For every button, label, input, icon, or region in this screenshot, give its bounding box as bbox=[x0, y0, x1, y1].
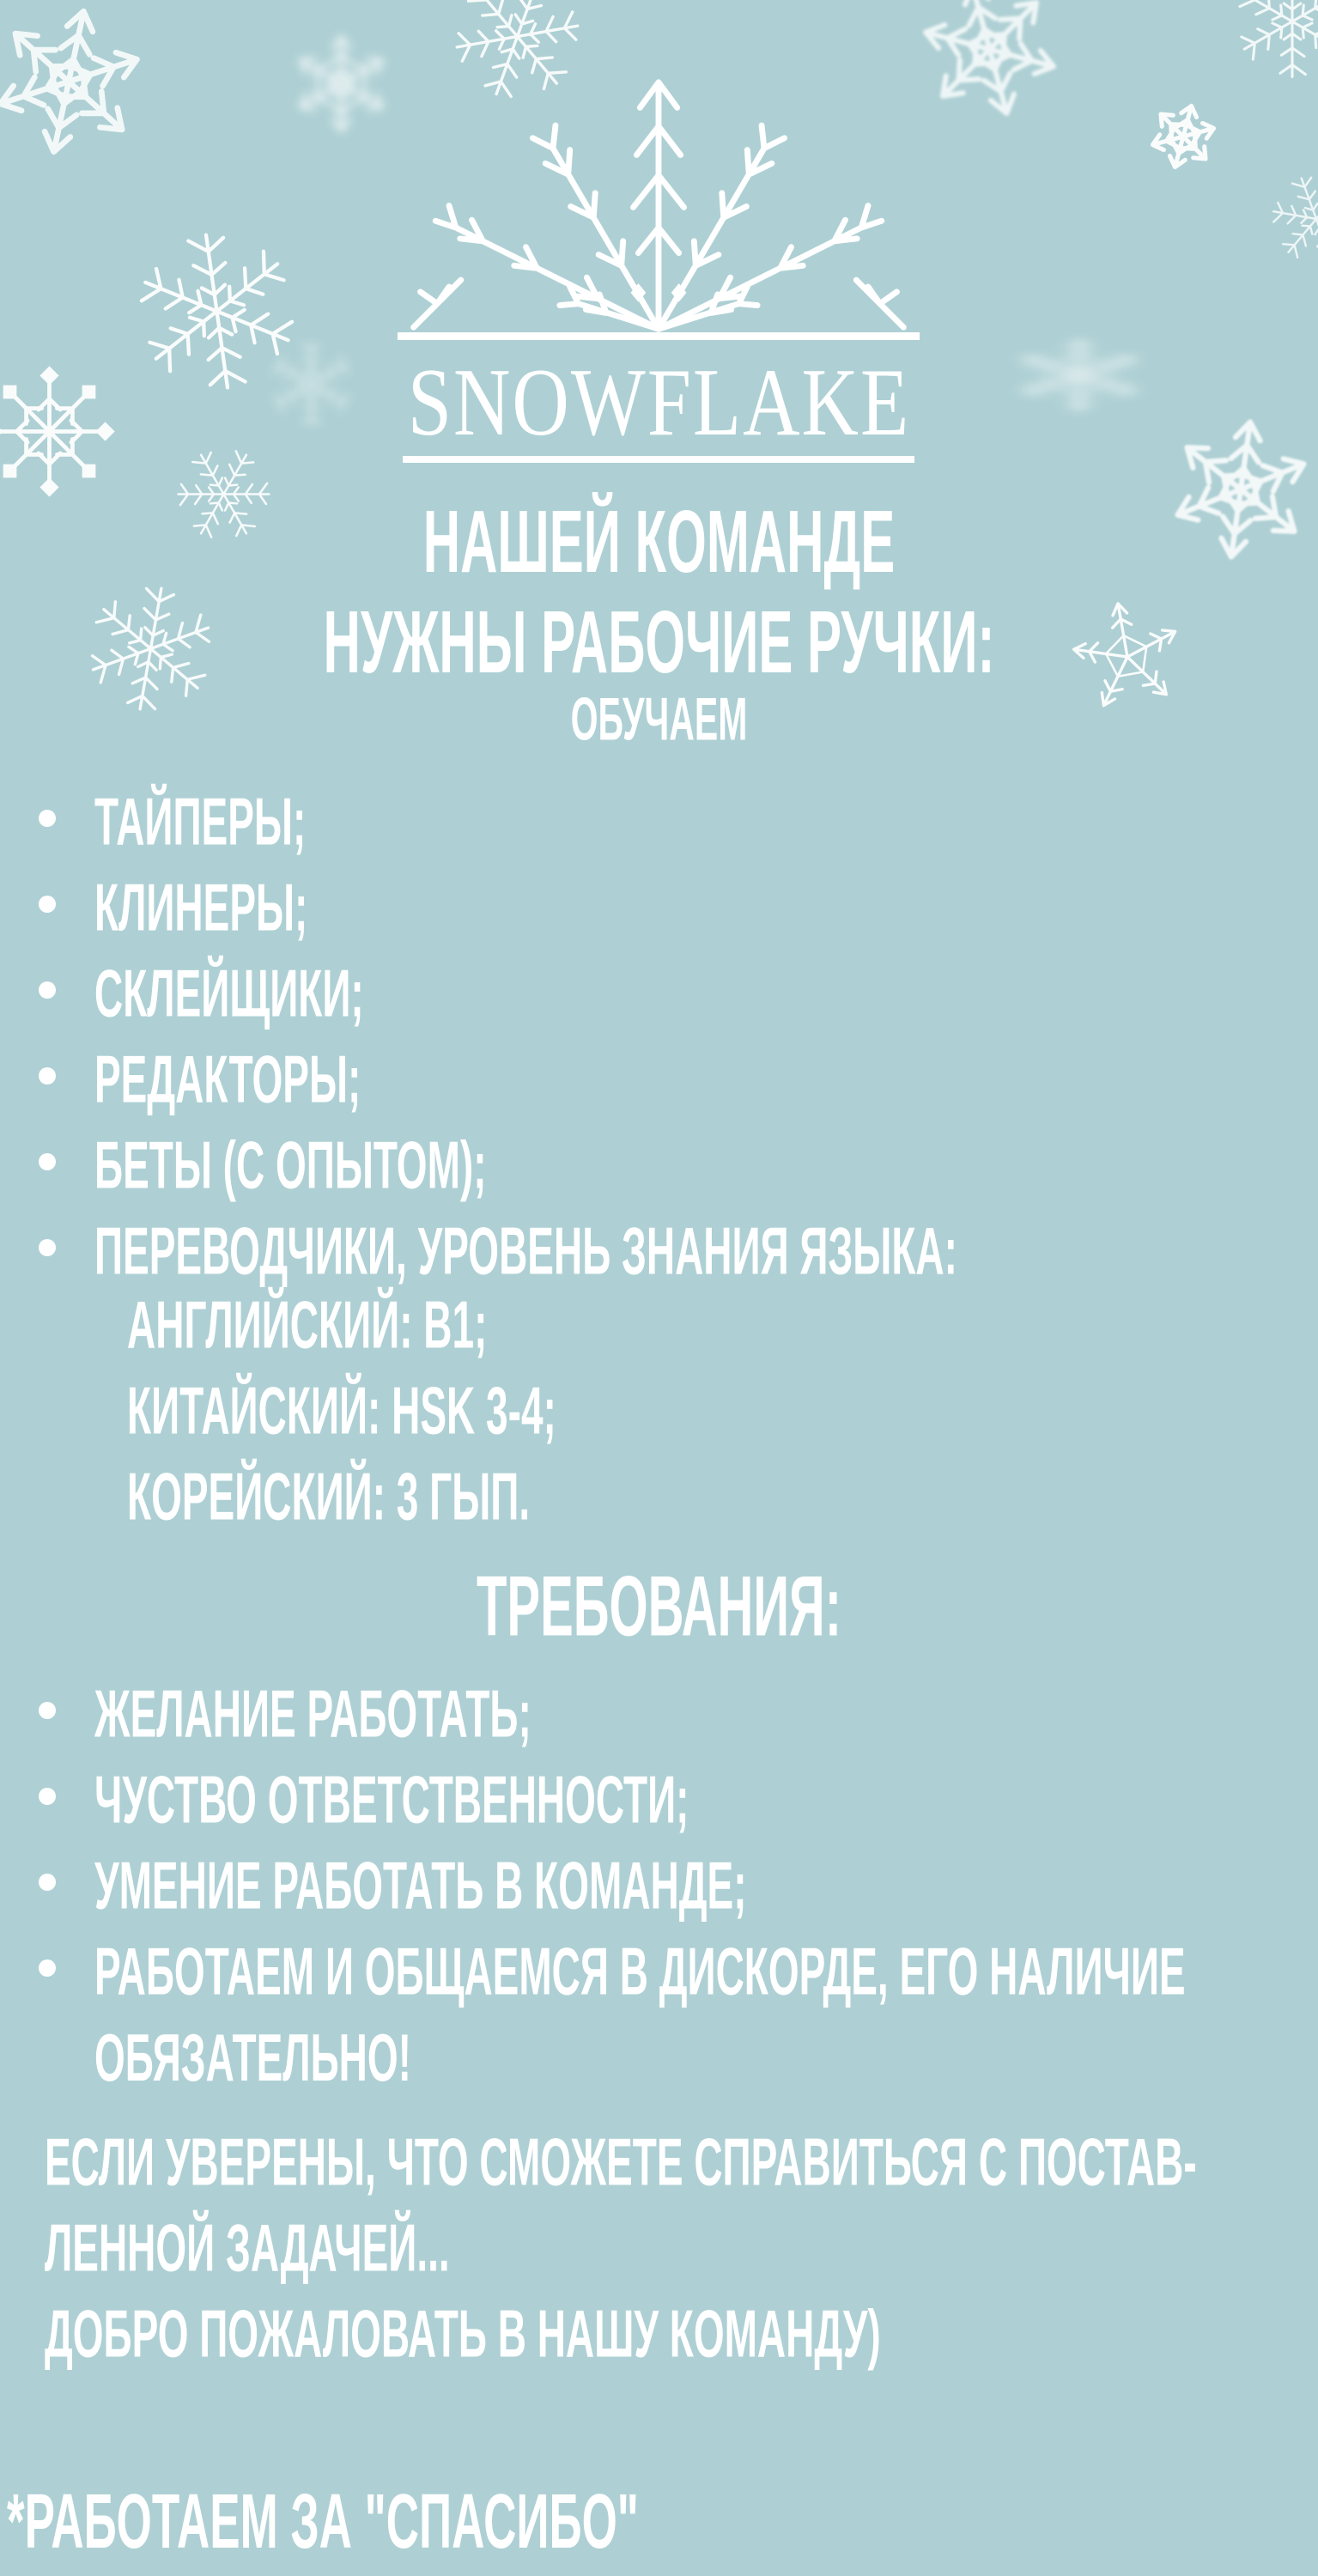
role-label: БЕТЫ (С ОПЫТОМ); bbox=[94, 1127, 487, 1203]
headline-line3 bbox=[0, 684, 1318, 753]
roles-list bbox=[0, 779, 1318, 1294]
bullet-dot-icon bbox=[39, 1153, 56, 1170]
bullet-dot-icon bbox=[39, 981, 56, 999]
footnote-text: *РАБОТАЕМ ЗА "СПАСИБО" bbox=[7, 2478, 639, 2566]
list-item bbox=[0, 1843, 1318, 1929]
outro-line3-text: ДОБРО ПОЖАЛОВАТЬ В НАШУ КОМАНДУ) bbox=[45, 2294, 881, 2372]
list-item bbox=[0, 1757, 1318, 1843]
headline-line1-text: НАШЕЙ КОМАНДЕ bbox=[422, 492, 896, 592]
snowflake-icon bbox=[1232, 0, 1318, 82]
language-requirement bbox=[127, 1285, 488, 1363]
logo-divider-bottom bbox=[403, 456, 914, 463]
bullet-dot-icon bbox=[39, 1239, 56, 1256]
list-item bbox=[0, 1036, 1318, 1122]
outro-line3 bbox=[45, 2294, 881, 2372]
requirement-label: РАБОТАЕМ И ОБЩАЕМСЯ В ДИСКОРДЕ, ЕГО НАЛИЧИЕ ОБЯЗАТЕЛЬНО! bbox=[94, 1933, 1197, 2095]
role-label: СКЛЕЙЩИКИ; bbox=[94, 955, 364, 1031]
bullet-dot-icon bbox=[39, 896, 56, 913]
role-label: ТАЙПЕРЫ; bbox=[94, 783, 307, 860]
snowflake-icon bbox=[0, 0, 166, 179]
requirements-list bbox=[0, 1671, 1318, 2100]
requirement-label: ЧУСТВО ОТВЕТСТВЕННОСТИ; bbox=[94, 1761, 689, 1838]
bullet-dot-icon bbox=[39, 810, 56, 827]
outro-line2-text: ЛЕННОЙ ЗАДАЧЕЙ... bbox=[45, 2208, 450, 2286]
language-label: КИТАЙСКИЙ: HSK 3-4; bbox=[127, 1371, 556, 1449]
headline-line3-text: ОБУЧАЕМ bbox=[570, 684, 748, 753]
language-requirement bbox=[127, 1457, 531, 1534]
snowflake-logo-icon bbox=[388, 76, 929, 337]
list-item bbox=[0, 951, 1318, 1036]
language-label: АНГЛИЙСКИЙ: B1; bbox=[127, 1285, 488, 1363]
bullet-dot-icon bbox=[39, 1067, 56, 1084]
footnote bbox=[7, 2478, 639, 2566]
role-label: КЛИНЕРЫ; bbox=[94, 869, 308, 945]
requirement-label: УМЕНИЕ РАБОТАТЬ В КОМАНДЕ; bbox=[94, 1847, 747, 1923]
headline-line1 bbox=[0, 492, 1318, 592]
role-label: ПЕРЕВОДЧИКИ, УРОВЕНЬ ЗНАНИЯ ЯЗЫКА: bbox=[94, 1212, 957, 1289]
brand-title-text: SNOWFLAKE bbox=[407, 348, 911, 456]
list-item bbox=[0, 1671, 1318, 1757]
snowflake-icon bbox=[1250, 153, 1318, 286]
list-item bbox=[0, 779, 1318, 865]
list-item bbox=[0, 1122, 1318, 1208]
list-item bbox=[0, 865, 1318, 951]
outro-line2 bbox=[45, 2208, 450, 2286]
bullet-dot-icon bbox=[39, 1788, 56, 1805]
list-item bbox=[0, 1208, 1318, 1294]
requirements-title bbox=[0, 1558, 1318, 1655]
outro-line1-text: ЕСЛИ УВЕРЕНЫ, ЧТО СМОЖЕТЕ СПРАВИТЬСЯ С ПОСТАВ- bbox=[45, 2123, 1197, 2200]
requirements-title-text: ТРЕБОВАНИЯ: bbox=[476, 1558, 842, 1655]
bullet-dot-icon bbox=[39, 1874, 56, 1891]
logo-divider-top bbox=[398, 332, 920, 340]
list-item bbox=[0, 1929, 1318, 2100]
language-label: КОРЕЙСКИЙ: 3 ГЫП. bbox=[127, 1457, 531, 1534]
bullet-dot-icon bbox=[39, 1702, 56, 1719]
snowflake-icon bbox=[1135, 88, 1232, 185]
snowflake-icon bbox=[288, 30, 395, 137]
brand-title bbox=[0, 348, 1318, 456]
headline-line2 bbox=[0, 592, 1318, 692]
role-label: РЕДАКТОРЫ; bbox=[94, 1041, 361, 1117]
bullet-dot-icon bbox=[39, 1959, 56, 1977]
headline-line2-text: НУЖНЫ РАБОЧИЕ РУЧКИ: bbox=[323, 592, 995, 692]
language-requirement bbox=[127, 1371, 556, 1449]
outro-line1 bbox=[45, 2123, 1197, 2200]
requirement-label: ЖЕЛАНИЕ РАБОТАТЬ; bbox=[94, 1675, 531, 1752]
